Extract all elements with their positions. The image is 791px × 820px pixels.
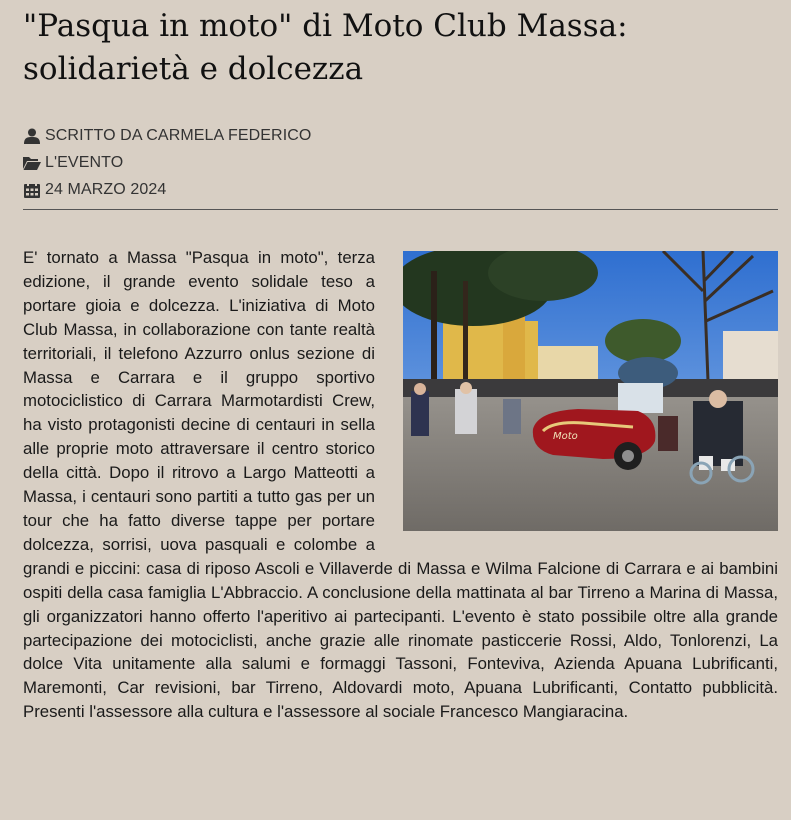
category-link[interactable]: L'EVENTO bbox=[45, 153, 124, 171]
user-icon bbox=[23, 128, 41, 144]
meta-category[interactable] bbox=[23, 149, 311, 176]
publish-date: 24 MARZO 2024 bbox=[45, 180, 167, 198]
article-text: E' tornato a Massa "Pasqua in moto", terza edizione, il grande evento solidale teso a portare gioia e dolcezza. L'iniziativa di Moto Club Massa, in collaborazione con tante realtà territoriali, il telefono Azzurro onlus sezione di Massa e Carrara e il gruppo sportivo motociclistico di Carrara Marmotardisti Crew, ha visto protagonisti decine di centauri in sella alle proprie moto attraversare il centro storico della città. Dopo il ritrovo a Largo Matteotti a Massa, i centauri sono partiti a tutto gas per un tour che ha fatto diverse tappe per portare dolcezza, sorrisi, uova pasquali e colombe a grandi e piccini: casa di riposo Ascoli e Villaverde di Massa e Wilma Falcione di Carrara e ai bambini ospiti della casa famiglia L'Abbraccio. A conclusione della mattinata al bar Tirreno a Marina di Massa, gli organizzatori hanno offerto l'aperitivo ai partecipanti. L'evento è stato possibile oltre alla grande partecipazione dei motociclisti, anche grazie alle rinomate pasticcerie Rossi, Aldo, Tonlorenzi, La dolce Vita unitamente alla salumi e formaggi Tassoni, Fonteviva, Azienda Apuana Lubrificanti, Maremonti, Car revisioni, bar Tirreno, Aldovardi moto, Apuana Lubrificanti, Contatto pubblicità. Presenti l'assessore alla cultura e l'assessore al sociale Francesco Mangiaracina. bbox=[23, 248, 778, 722]
article-meta bbox=[23, 122, 311, 203]
article-title: "Pasqua in moto" di Moto Club Massa: solidarietà e dolcezza bbox=[23, 8, 628, 87]
article-body bbox=[23, 246, 778, 724]
meta-author[interactable] bbox=[23, 122, 311, 149]
sidecar-logo-text: Moto bbox=[553, 431, 578, 442]
article-photo bbox=[403, 251, 778, 531]
author-name: SCRITTO DA CARMELA FEDERICO bbox=[45, 126, 312, 144]
folder-open-icon bbox=[23, 155, 41, 171]
meta-date bbox=[23, 176, 311, 203]
calendar-icon bbox=[23, 182, 41, 198]
meta-divider bbox=[23, 209, 778, 210]
